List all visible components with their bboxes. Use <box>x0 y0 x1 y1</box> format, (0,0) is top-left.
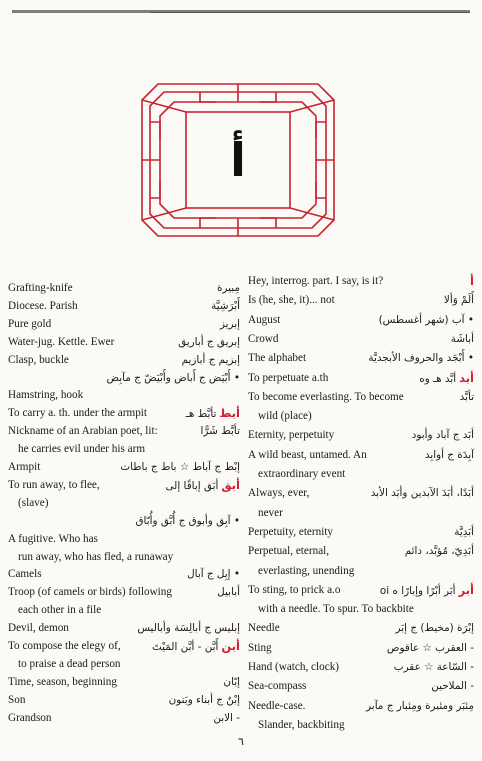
entry-arabic-group <box>178 336 240 349</box>
entry-arabic: - الابن <box>213 711 240 724</box>
entry-arabic: - الملاحين <box>431 680 474 693</box>
entry-arabic-group <box>394 661 474 674</box>
entry-english: Perpetual, eternal, <box>248 545 330 558</box>
entry-english: Perpetuity, eternity <box>248 525 334 538</box>
entry-arabic-group <box>368 352 474 365</box>
entry-arabic-group <box>120 461 240 474</box>
entry-arabic-group <box>380 584 474 598</box>
entry-arabic: • أَبْجَد والحروف الأبجديَّة <box>368 352 474 365</box>
entry-english: To perpetuate a.th <box>248 371 329 384</box>
entry-english: Hand (watch, clock) <box>248 661 340 673</box>
entry-arabic: - السّاعة ☆ عقرب <box>393 661 474 673</box>
entry-arabic: إبْط ج آباط ☆ باط ج باطات <box>120 461 240 473</box>
entry-english: Always, ever, <box>248 487 310 500</box>
entry-continuation: to praise a dead person <box>18 657 121 670</box>
entry-english: Is (he, she, it)... not <box>248 294 335 307</box>
entry-continuation: each other in a file <box>18 604 102 617</box>
entry-continuation: run away, who has fled, a runaway <box>18 550 174 563</box>
entry-arabic-group <box>451 333 474 346</box>
entry-arabic: تأبَّد <box>459 390 474 403</box>
entry-arabic: إبْنٌ ج أبناء وبَنون <box>168 693 240 706</box>
entry-english: Hey, interrog. part. I say, is it? <box>248 275 384 287</box>
top-rule-thin <box>150 12 470 13</box>
entry-arabic-group <box>106 372 240 385</box>
entry-english: Eternity, perpetuity <box>248 429 335 442</box>
entry-arabic: • آبِق وأبوق ج أُبَّق وأُبّاق <box>135 514 240 527</box>
root-word: أبط <box>219 406 240 421</box>
entry-arabic-group <box>444 294 474 307</box>
entry-english: Diocese. Parish <box>8 299 78 312</box>
entry-arabic: إبْرَة (مخيط) ج إبَر <box>395 622 474 635</box>
entry-arabic-group <box>467 275 474 289</box>
entry-arabic: أبَر أبْرًا وإبارًا ه oi <box>379 584 456 597</box>
entry-continuation: extraordinary event <box>258 468 346 480</box>
entry-arabic: تأبَّط هـ <box>185 408 217 421</box>
entry-arabic-group <box>213 712 240 725</box>
entry-continuation: (slave) <box>18 496 49 509</box>
entry-arabic-group <box>454 526 474 539</box>
entry-arabic: مِبيرة <box>216 282 240 294</box>
entry-arabic-group <box>223 676 240 689</box>
entry-arabic-group <box>169 694 240 707</box>
entry-arabic: أبَد ج آباد وأبود <box>411 429 474 442</box>
entry-arabic: أباشَة <box>450 332 474 345</box>
root-word: أبق <box>221 477 240 492</box>
entry-english: To compose the elegy of, <box>8 640 121 652</box>
entry-arabic-group <box>201 425 240 438</box>
root-word: أبد <box>459 370 474 385</box>
entry-english: Hamstring, hook <box>8 389 84 402</box>
entry-arabic-group <box>371 487 474 500</box>
entry-arabic: أَلَمْ وَألا <box>443 294 474 307</box>
entry-arabic: أبَدًا، أبَدَ الآبدين وأبَد الأبد <box>370 487 474 500</box>
entry-arabic: تأبَّط شَرًّا <box>200 425 240 438</box>
entry-arabic-group <box>137 622 240 635</box>
entry-english: Son <box>8 693 26 706</box>
entry-arabic: مِئبَر ومئبرة ومِئبار ج مآبر <box>366 699 474 712</box>
entry-arabic: أَبَّن - أبَّن المَيْتَ <box>151 641 219 653</box>
entry-english: Devil, demon <box>8 622 69 635</box>
entry-english: Sea-compass <box>248 680 307 693</box>
entry-arabic-group <box>217 586 240 599</box>
entry-english: August <box>248 313 281 326</box>
entry-arabic-group <box>152 640 240 654</box>
root-word: أبن <box>221 639 240 653</box>
header-letter: أ <box>230 133 246 187</box>
entry-english: Grandson <box>8 711 52 724</box>
entry-arabic-group <box>366 700 474 713</box>
entry-english: Crowd <box>248 332 279 345</box>
entry-english: A wild beast, untamed. An <box>248 448 367 461</box>
entry-continuation: Slander, backbiting <box>258 718 345 731</box>
entry-arabic: • آب (شهر أغسطس) <box>378 313 474 326</box>
letter-ornament-frame <box>140 82 336 238</box>
entry-arabic: أَبْرَشِيَّة <box>211 299 240 312</box>
entry-english: Troop (of camels or birds) following <box>8 586 172 599</box>
entry-english: The alphabet <box>248 352 307 365</box>
entry-english: Grafting-knife <box>8 282 73 294</box>
entry-arabic-group <box>379 314 474 327</box>
entry-english: Armpit <box>8 461 41 473</box>
entry-continuation: wild (place) <box>258 410 312 423</box>
entry-arabic-group <box>419 372 474 386</box>
entry-english: Needle <box>248 622 280 635</box>
entry-arabic: إبريق ج أباريق <box>178 335 240 348</box>
entry-english: Water-jug. Kettle. Ewer <box>8 335 115 348</box>
entry-arabic-group <box>187 568 240 581</box>
entry-arabic-group <box>396 622 474 635</box>
entry-arabic: أبَدِيّ، مُؤبَّد، دائم <box>404 545 474 558</box>
entry-arabic: • إبِل ج آبال <box>187 568 240 581</box>
entry-english: Camels <box>8 568 42 581</box>
entry-continuation: with a needle. To spur. To backbite <box>258 603 414 616</box>
entry-arabic: أبابيل <box>217 586 240 599</box>
entry-arabic-group <box>136 515 241 528</box>
entry-english: To carry a. th. under the armpit <box>8 407 148 420</box>
entry-english: Time, season, beginning <box>8 675 117 688</box>
entry-arabic-group <box>211 300 240 313</box>
entry-arabic-group <box>182 354 240 367</box>
entry-english: A fugitive. Who has <box>8 532 98 545</box>
root-word: أبر <box>458 582 474 597</box>
entry-arabic-group <box>166 479 240 493</box>
entry-arabic: - العقرب ☆ عاقوص <box>386 641 474 654</box>
entry-arabic: أبَق إباقًا إلى <box>165 479 219 492</box>
entry-english: To become everlasting. To become <box>248 390 404 403</box>
entry-arabic: إبزيم ج أبازيم <box>181 353 240 366</box>
entry-english: Sting <box>248 641 272 654</box>
entry-arabic: آبِدَة ج أوابِد <box>424 448 474 461</box>
page-number: ٦ <box>238 735 244 748</box>
entry-arabic-group <box>460 391 474 404</box>
entry-arabic: • أَبْيَض ج أَباض وأَبْيَضّ ج مآبِض <box>106 371 240 384</box>
root-word: أ <box>470 274 474 288</box>
entry-english: Clasp, buckle <box>8 353 69 366</box>
entry-continuation: he carries evil under his arm <box>18 443 146 456</box>
entry-english: Nickname of an Arabian poet, lit: <box>8 425 158 438</box>
entry-arabic-group <box>186 407 240 421</box>
entry-english: To sting, to prick a.o <box>248 583 341 596</box>
entry-arabic: إبليس ج أبالِسَة وأباليس <box>137 622 240 635</box>
entry-arabic-group <box>387 642 474 655</box>
entry-arabic-group <box>425 449 474 462</box>
entry-arabic: أبَدِيَّة <box>454 525 474 538</box>
entry-continuation: never <box>258 506 283 519</box>
entry-english: To run away, to flee, <box>8 478 100 491</box>
entry-arabic-group <box>431 680 474 693</box>
entry-english: Pure gold <box>8 317 52 330</box>
entry-arabic: إبّان <box>223 675 240 688</box>
entry-arabic: إبريز <box>219 317 240 330</box>
entry-arabic-group <box>405 545 474 558</box>
entry-arabic: أبَّد هـ وه <box>419 372 457 385</box>
entry-continuation: everlasting, unending <box>258 564 355 577</box>
entry-arabic-group <box>217 282 240 295</box>
entry-english: Needle-case. <box>248 699 306 712</box>
entry-arabic-group <box>220 318 240 331</box>
entry-arabic-group <box>412 429 474 442</box>
